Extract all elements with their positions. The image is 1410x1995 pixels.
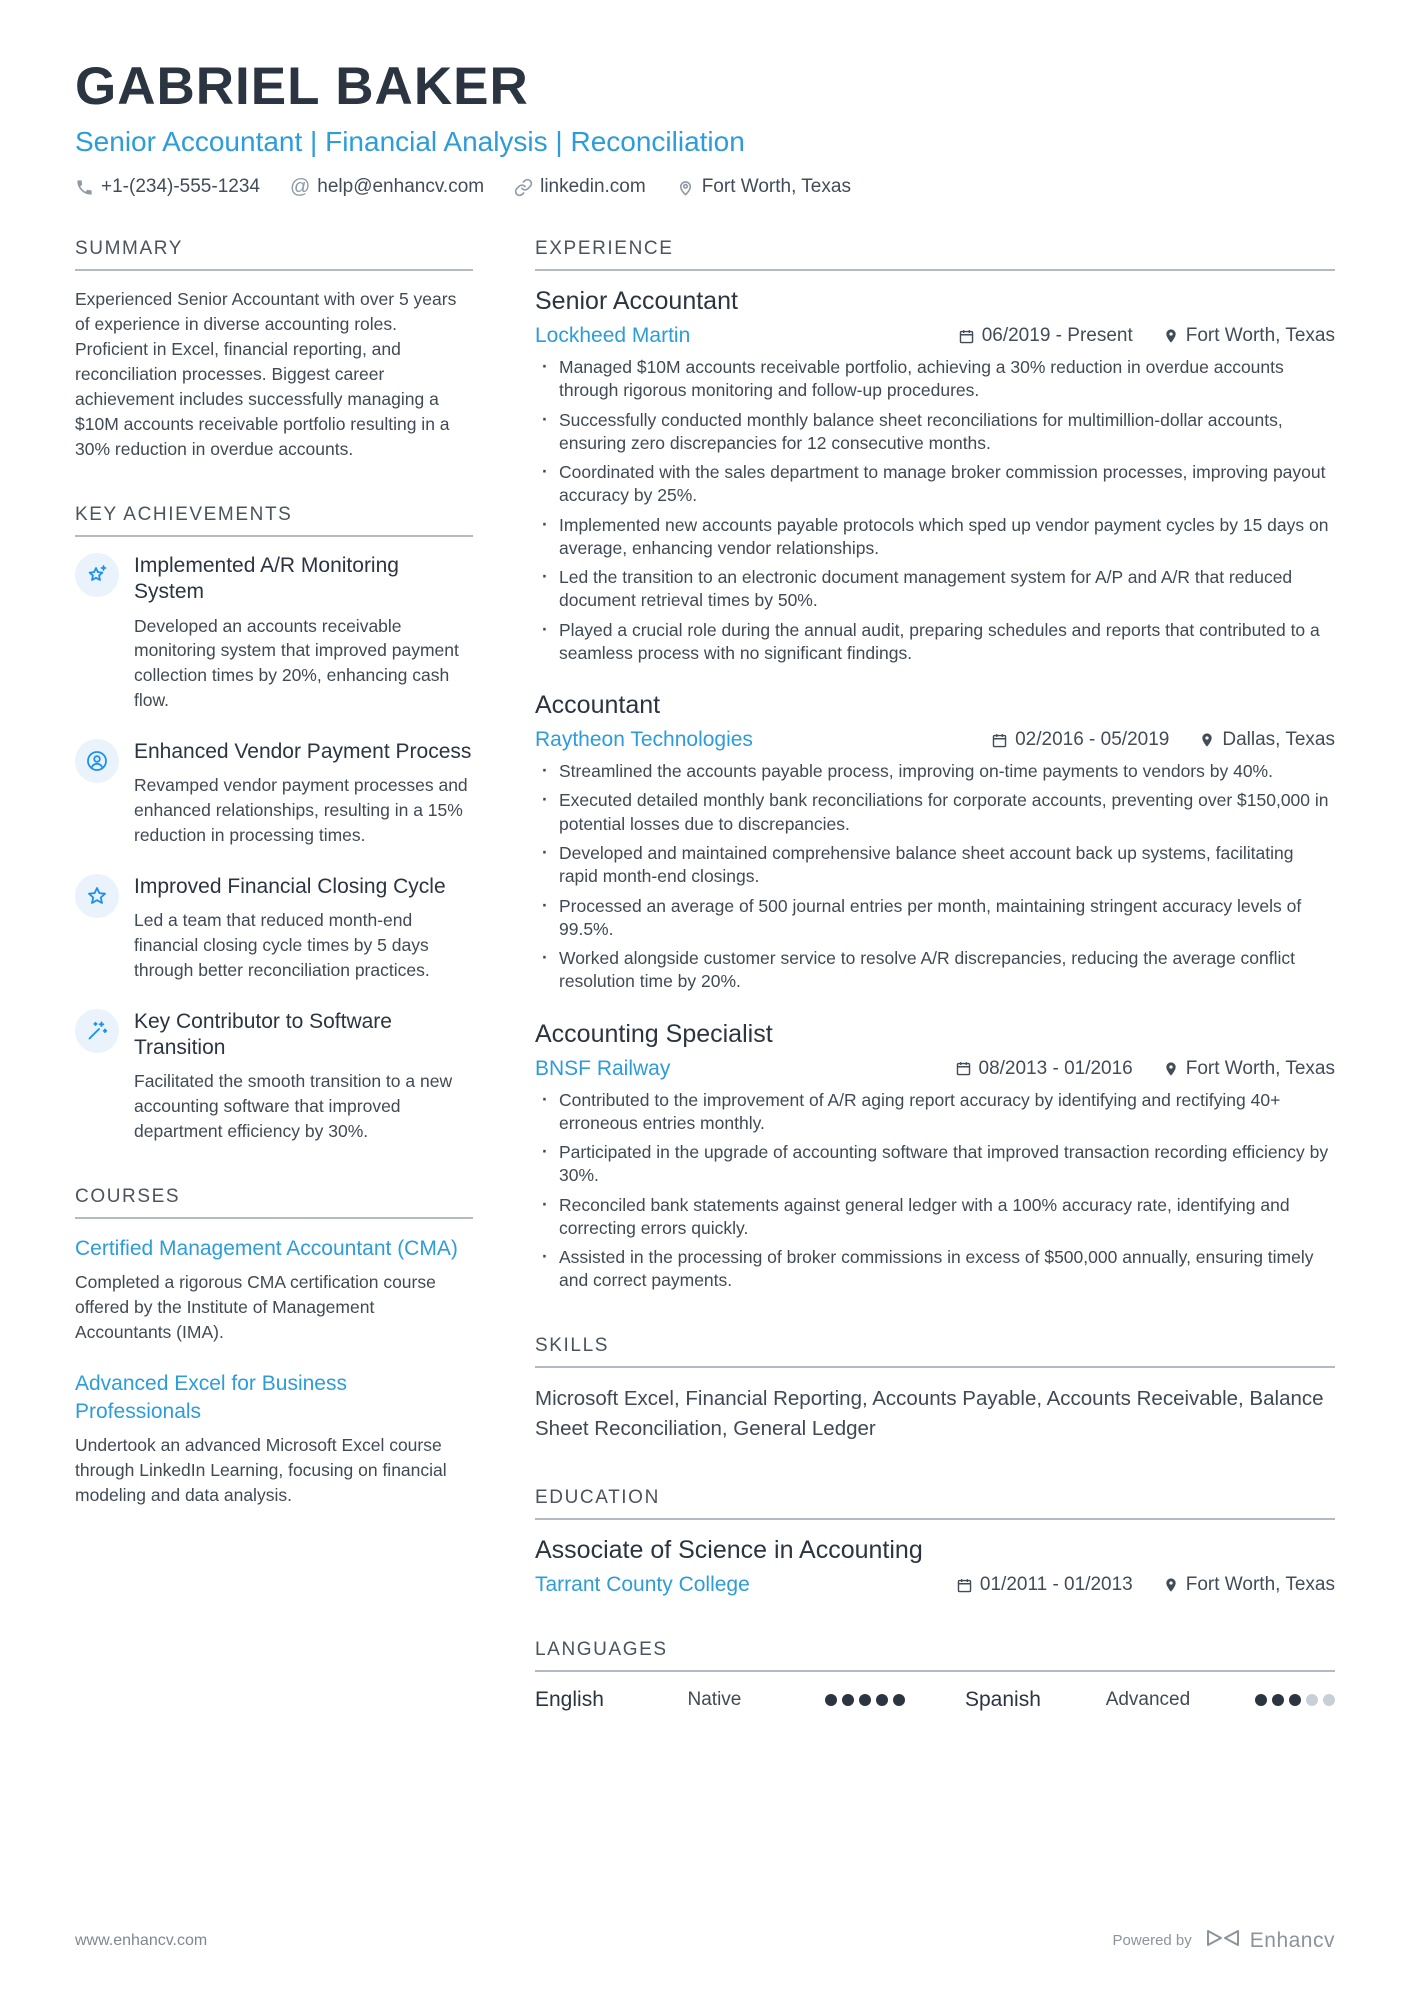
language-name: English: [535, 1688, 604, 1712]
achievement-text: Facilitated the smooth transition to a new accounting software that improved department efficiency by 30%.: [134, 1071, 453, 1141]
company-link[interactable]: BNSF Railway: [535, 1056, 671, 1080]
job-dates: [955, 1058, 1133, 1080]
language-item: [965, 1688, 1335, 1712]
footer-brand: [1113, 1928, 1335, 1953]
education-meta-row: [535, 1573, 1335, 1597]
job-dates: [991, 729, 1169, 751]
rating-dot: [1306, 1694, 1318, 1706]
achievement-heading: Implemented A/R Monitoring System: [134, 554, 399, 604]
brand-name: Enhancv: [1249, 1928, 1335, 1952]
company-link[interactable]: Lockheed Martin: [535, 324, 691, 347]
experience-bullet: · Contributed to the improvement of A/R aging report accuracy by identifying and rectifying 40+ erroneous entries monthly.: [535, 1089, 1335, 1136]
course-text: Completed a rigorous CMA certification course offered by the Institute of Management Accountants (IMA).: [75, 1271, 436, 1342]
calendar-icon: [956, 1577, 973, 1594]
footer-site-link[interactable]: www.enhancv.com: [75, 1931, 208, 1949]
achievement-item: [75, 739, 473, 848]
content-columns: [75, 238, 1335, 1754]
job-location: [1199, 729, 1335, 751]
achievement-body: [134, 553, 473, 713]
phone-number: +1-(234)-555-1234: [101, 176, 260, 197]
experience-bullet: · Developed and maintained comprehensive balance sheet account back up systems, facilitating rapid month-end closings.: [535, 842, 1335, 889]
achievement-heading: Improved Financial Closing Cycle: [134, 874, 446, 898]
location: [676, 176, 851, 198]
language-name: Spanish: [965, 1688, 1041, 1712]
experience-bullet: · Processed an average of 500 journal entries per month, maintaining stringent accuracy levels of 99.5%.: [535, 895, 1335, 942]
achievement-heading: Enhanced Vendor Payment Process: [134, 739, 472, 763]
language-rating: [825, 1694, 905, 1706]
user-circle-icon: [75, 739, 119, 783]
skills-text: Microsoft Excel, Financial Reporting, Accounts Payable, Accounts Receivable, Balance Sheet Reconciliation, General Ledger: [535, 1386, 1324, 1441]
location-icon: [1163, 1061, 1179, 1077]
language-level: Advanced: [1105, 1689, 1191, 1711]
job-dates-text: 06/2019 - Present: [981, 325, 1133, 346]
job-bullets: [535, 760, 1335, 993]
rating-dot: [1272, 1694, 1284, 1706]
job-location: [1163, 325, 1335, 347]
calendar-icon: [955, 1060, 972, 1077]
job-bullets: [535, 356, 1335, 665]
course-link[interactable]: Advanced Excel for Business Professionals: [75, 1372, 347, 1423]
contact-row: [75, 176, 1335, 198]
email-address: help@enhancv.com: [317, 176, 485, 197]
rating-dot: [1255, 1694, 1267, 1706]
rating-dot: [876, 1694, 888, 1706]
job-location-text: Fort Worth, Texas: [1185, 325, 1335, 346]
experience-section: [535, 238, 1335, 1293]
headline: Senior Accountant | Financial Analysis | Reconciliation: [75, 126, 745, 157]
location-icon: [1199, 732, 1215, 748]
course-item: [75, 1235, 473, 1345]
job-dates-text: 08/2013 - 01/2016: [978, 1057, 1133, 1079]
experience-bullet: · Successfully conducted monthly balance sheet reconciliations for multimillion-dollar accounts, ensuring zero discrepancies for 12 consecutive months.: [535, 409, 1335, 456]
school-link[interactable]: Tarrant County College: [535, 1573, 750, 1597]
achievement-text: Revamped vendor payment processes and enhanced relationships, resulting in a 15% reduction in processing times.: [134, 775, 468, 845]
achievement-body: [134, 874, 473, 983]
email-icon: @: [289, 176, 311, 198]
company-link[interactable]: Raytheon Technologies: [535, 728, 753, 752]
footer: [75, 1898, 1335, 1953]
calendar-icon: [991, 732, 1008, 749]
languages-title: LANGUAGES: [535, 1639, 1335, 1672]
location-text: Fort Worth, Texas: [701, 176, 851, 197]
skills-title: SKILLS: [535, 1335, 1335, 1368]
achievements-title: KEY ACHIEVEMENTS: [75, 504, 473, 537]
rating-dot: [859, 1694, 871, 1706]
rating-dot: [842, 1694, 854, 1706]
experience-bullet: · Participated in the upgrade of accounting software that improved transaction recording efficiency by 30%.: [535, 1141, 1335, 1188]
linkedin-link[interactable]: [514, 176, 646, 198]
job-meta-row: [535, 1057, 1335, 1081]
experience-bullet: · Reconciled bank statements against general ledger with a 100% accuracy rate, identifying and correcting errors quickly.: [535, 1194, 1335, 1241]
achievement-heading: Key Contributor to Software Transition: [134, 1009, 392, 1059]
experience-bullet: · Executed detailed monthly bank reconciliations for corporate accounts, preventing over $150,000 in potential losses due to discrepancies.: [535, 789, 1335, 836]
powered-by-label: Powered by: [1112, 1932, 1192, 1949]
rating-dot: [825, 1694, 837, 1706]
achievement-text: Developed an accounts receivable monitoring system that improved payment collection times by 20%, enhancing cash flow.: [134, 615, 459, 711]
calendar-icon: [958, 328, 975, 345]
job-bullets: [535, 1089, 1335, 1293]
experience-bullet: · Streamlined the accounts payable process, improving on-time payments to vendors by 40%.: [535, 760, 1335, 783]
language-rating: [1255, 1694, 1335, 1706]
job-role: Accounting Specialist: [535, 1019, 773, 1048]
star-sparkle-icon: [75, 553, 119, 597]
right-column: [535, 238, 1335, 1754]
course-text: Undertook an advanced Microsoft Excel course through LinkedIn Learning, focusing on financial modeling and data analysis.: [75, 1435, 447, 1505]
experience-bullet: · Coordinated with the sales department to manage broker commission processes, improving payout accuracy by 25%.: [535, 461, 1335, 508]
job-meta-row: [535, 324, 1335, 348]
phone-icon: [75, 178, 94, 197]
experience-entry: [535, 691, 1335, 993]
link-icon: [514, 178, 533, 197]
experience-entry: [535, 1020, 1335, 1293]
languages-grid: [535, 1688, 1335, 1712]
job-location: [1163, 1058, 1335, 1080]
candidate-name: GABRIEL BAKER: [75, 57, 529, 116]
experience-bullet: · Worked alongside customer service to resolve A/R discrepancies, reducing the average conflict resolution time by 20%.: [535, 947, 1335, 994]
achievement-item: [75, 1009, 473, 1144]
experience-bullet: · Played a crucial role during the annual audit, preparing schedules and reports that contributed to a seamless process with no significant findings.: [535, 619, 1335, 666]
star-outline-icon: [75, 874, 119, 918]
summary-title: SUMMARY: [75, 238, 473, 271]
experience-bullet: · Managed $10M accounts receivable portfolio, achieving a 30% reduction in overdue accounts through rigorous monitoring and follow-up procedures.: [535, 356, 1335, 403]
language-level: Native: [687, 1689, 742, 1711]
job-role: Senior Accountant: [535, 287, 738, 315]
achievement-item: [75, 874, 473, 983]
courses-title: COURSES: [75, 1186, 473, 1219]
header: [75, 56, 1335, 198]
location-icon: [676, 178, 695, 197]
phone: [75, 176, 260, 198]
achievement-text: Led a team that reduced month-end financial closing cycle times by 5 days through better reconciliation practices.: [134, 910, 430, 980]
job-meta-row: [535, 728, 1335, 752]
education-location-text: Fort Worth, Texas: [1185, 1574, 1335, 1596]
experience-bullet: · Led the transition to an electronic document management system for A/P and A/R that reduced document retrieval times by 50%.: [535, 566, 1335, 613]
experience-title: EXPERIENCE: [535, 238, 1335, 271]
summary-section: [75, 238, 473, 462]
rating-dot: [1323, 1694, 1335, 1706]
email[interactable]: [290, 176, 484, 198]
experience-entry: [535, 287, 1335, 665]
skills-section: [535, 1335, 1335, 1446]
left-column: [75, 238, 473, 1550]
job-dates: [958, 325, 1133, 347]
job-role: Accountant: [535, 691, 661, 720]
education-dates: [956, 1574, 1133, 1596]
achievement-item: [75, 553, 473, 713]
summary-text: Experienced Senior Accountant with over 5 years of experience in diverse accounting roles. Proficient in Excel, financial reporting, and reconciliation processes. Biggest career achievement includes successfully managing a $10M accounts receivable portfolio resulting in a 30% reduction in overdue accounts.: [75, 289, 457, 460]
achievements-section: [75, 504, 473, 1143]
education-location: [1163, 1574, 1335, 1596]
linkedin-text: linkedin.com: [540, 176, 646, 197]
enhancv-logo-icon: [1206, 1928, 1240, 1953]
rating-dot: [893, 1694, 905, 1706]
experience-bullet: · Implemented new accounts payable protocols which sped up vendor payment cycles by 15 days on average, enhancing vendor relationships.: [535, 514, 1335, 561]
location-icon: [1163, 1577, 1179, 1593]
rating-dot: [1289, 1694, 1301, 1706]
education-title: EDUCATION: [535, 1487, 1335, 1520]
location-icon: [1163, 328, 1179, 344]
language-item: [535, 1688, 905, 1712]
job-location-text: Fort Worth, Texas: [1185, 1057, 1335, 1079]
experience-bullet: · Assisted in the processing of broker commissions in excess of $500,000 annually, ensuring timely and correct payments.: [535, 1246, 1335, 1293]
education-dates-text: 01/2011 - 01/2013: [979, 1574, 1133, 1596]
education-section: [535, 1487, 1335, 1597]
job-location-text: Dallas, Texas: [1222, 729, 1335, 751]
job-dates-text: 02/2016 - 05/2019: [1015, 729, 1170, 751]
languages-section: [535, 1639, 1335, 1712]
wand-icon: [75, 1009, 119, 1053]
achievement-body: [134, 739, 473, 848]
degree: Associate of Science in Accounting: [535, 1536, 923, 1565]
achievement-body: [134, 1009, 473, 1144]
course-item: [75, 1370, 473, 1507]
courses-section: [75, 1186, 473, 1508]
course-link[interactable]: Certified Management Accountant (CMA): [75, 1236, 458, 1260]
